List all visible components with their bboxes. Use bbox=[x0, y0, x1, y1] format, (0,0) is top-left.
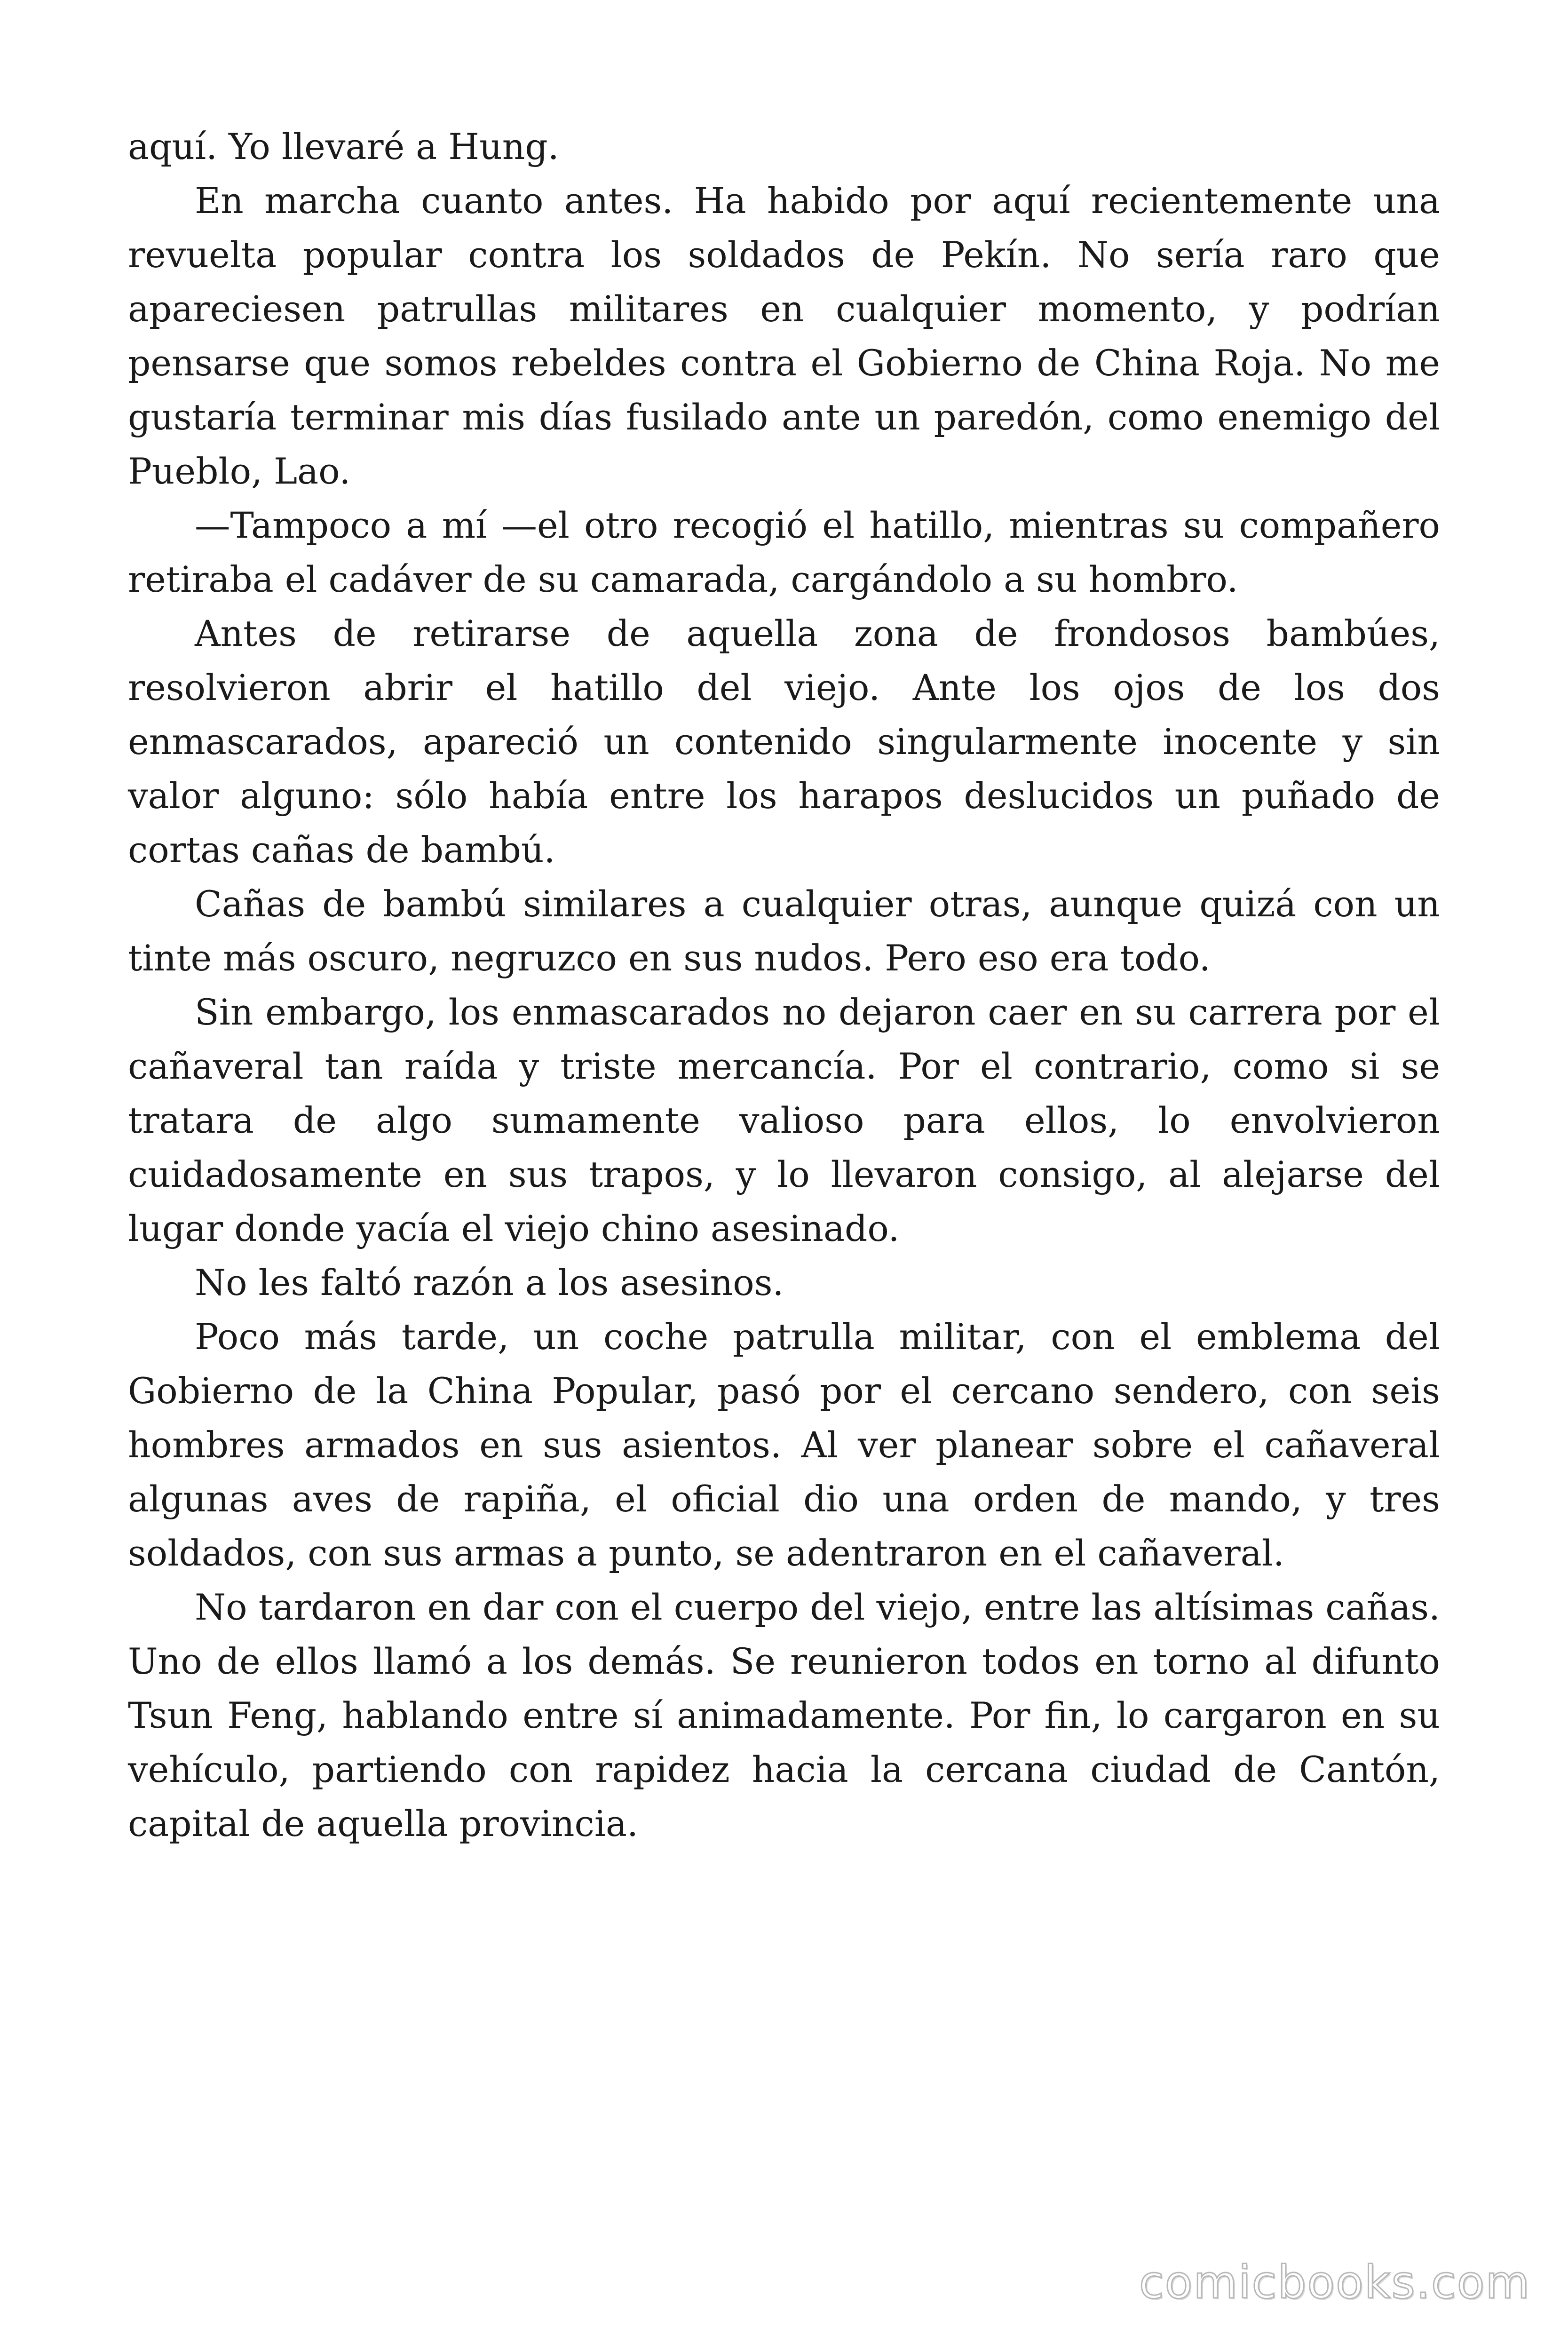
paragraph-9: No tardaron en dar con el cuerpo del viejo, entre las altísimas cañas. Uno de ellos llamó a los demás. Se reunieron todos en torno al difunto Tsun Feng, hablando entre sí animadamente. Por fin, lo cargaron en su vehículo, partiendo con rapidez hacia la cercana ciudad de Cantón, capital de aquella provincia. bbox=[128, 1587, 1440, 1844]
site-watermark: comicbooks.com bbox=[1139, 2256, 1530, 2309]
paragraph-1: aquí. Yo llevaré a Hung. bbox=[128, 126, 559, 167]
paragraph-5: Cañas de bambú similares a cualquier otras, aunque quizá con un tinte más oscuro, negruzco en sus nudos. Pero eso era todo. bbox=[128, 883, 1440, 979]
paragraph-8: Poco más tarde, un coche patrulla militar, con el emblema del Gobierno de la China Popular, pasó por el cercano sendero, con seis hombres armados en sus asientos. Al ver planear sobre el cañaveral algunas aves de rapiña, el oficial dio una orden de mando, y tres soldados, con sus armas a punto, se adentraron en el cañaveral. bbox=[128, 1316, 1440, 1574]
paragraph-7: No les faltó razón a los asesinos. bbox=[195, 1262, 784, 1303]
page-body-text bbox=[128, 120, 1440, 1851]
paragraph-6: Sin embargo, los enmascarados no dejaron caer en su carrera por el cañaveral tan raída y triste mercancía. Por el contrario, como si se tratara de algo sumamente valioso para ellos, lo envolvieron cuidadosamente en sus trapos, y lo llevaron consigo, al alejarse del lugar donde yacía el viejo chino asesinado. bbox=[128, 992, 1440, 1249]
paragraph-3: —Tampoco a mí —el otro recogió el hatillo, mientras su compañero retiraba el cadáver de su camarada, cargándolo a su hombro. bbox=[128, 505, 1440, 600]
paragraph-2: En marcha cuanto antes. Ha habido por aquí recientemente una revuelta popular contra los soldados de Pekín. No sería raro que apareciesen patrullas militares en cualquier momento, y podrían pensarse que somos rebeldes contra el Gobierno de China Roja. No me gustaría terminar mis días fusilado ante un paredón, como enemigo del Pueblo, Lao. bbox=[128, 180, 1440, 492]
paragraph-4: Antes de retirarse de aquella zona de frondosos bambúes, resolvieron abrir el hatillo del viejo. Ante los ojos de los dos enmascarados, apareció un contenido singularmente inocente y sin valor alguno: sólo había entre los harapos deslucidos un puñado de cortas cañas de bambú. bbox=[128, 613, 1440, 871]
